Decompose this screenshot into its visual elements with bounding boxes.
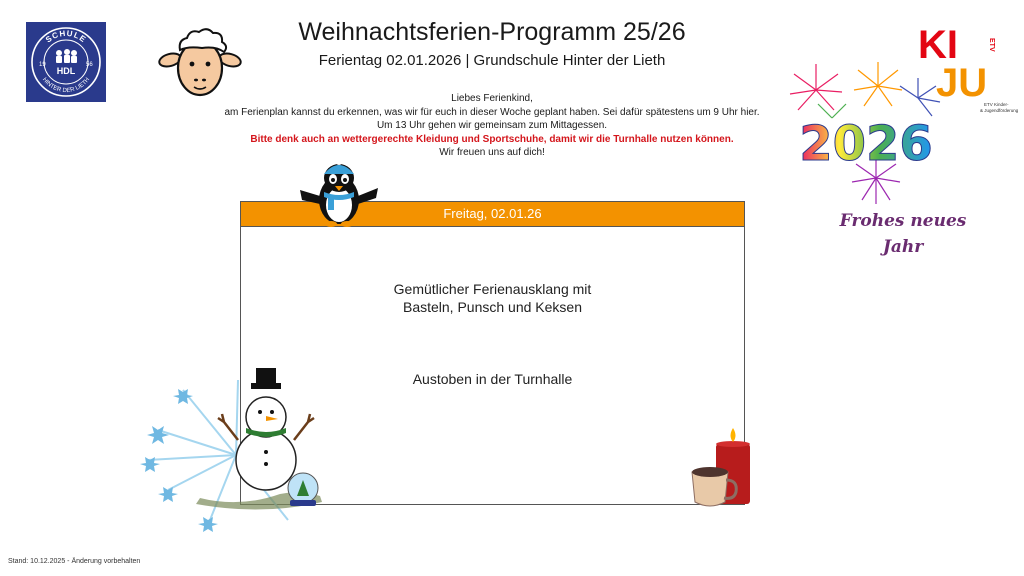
school-logo xyxy=(26,22,106,102)
school-ring-bottom-text: HINTER DER LIETH xyxy=(40,76,92,95)
page-title: Weihnachtsferien-Programm 25/26 xyxy=(298,18,686,46)
school-year-right: 56 xyxy=(86,62,93,68)
year-2026-text: 2026 xyxy=(799,116,933,172)
new-year-greeting xyxy=(838,208,968,260)
intro-text xyxy=(180,92,804,160)
activity-1-line-1: Gemütlicher Ferienausklang mit xyxy=(393,281,592,297)
kiju-caption-1: ETV Kinder- xyxy=(984,102,1009,107)
greeting-line-1: Frohes neues xyxy=(839,211,967,231)
kiju-logo-etv: ETV xyxy=(988,38,995,52)
intro-line-2: Um 13 Uhr gehen wir gemeinsam zum Mittagessen. xyxy=(376,120,608,131)
activity-2: Austoben in der Turnhalle xyxy=(412,371,573,387)
activity-1 xyxy=(241,280,744,316)
schedule-day-header: Freitag, 02.01.26 xyxy=(241,202,744,227)
intro-closing: Wir freuen uns auf dich! xyxy=(439,147,545,158)
school-emblem xyxy=(26,22,106,102)
intro-line-1: am Ferienplan kannst du erkennen, was wir für euch in dieser Woche geplant haben. Sei dafür spätestens um 9 Uhr hier. xyxy=(224,106,760,118)
school-center-text: HDL xyxy=(56,66,76,76)
children-icon xyxy=(56,49,77,63)
kiju-logo-ki: KI xyxy=(918,23,958,67)
fireworks-2026-icon xyxy=(786,60,946,210)
candle-cup-icon xyxy=(686,426,756,512)
school-year-left: 19 xyxy=(39,62,46,68)
snowman-scene-icon xyxy=(138,370,348,530)
page-subtitle: Ferientag 02.01.2026 | Grundschule Hinter der Lieth xyxy=(318,52,666,69)
activity-1-line-2: Basteln, Punsch und Keksen xyxy=(402,299,582,315)
school-ring-top-text: SCHULE xyxy=(44,28,88,45)
greeting-line-2: Jahr xyxy=(882,237,924,257)
penguin-icon xyxy=(298,160,380,230)
footer-note: Stand: 10.12.2025 - Änderung vorbehalten xyxy=(8,558,141,565)
kiju-caption-2: & Jugendförderung xyxy=(980,108,1019,113)
kiju-logo-ju: JU xyxy=(936,61,988,105)
intro-warning: Bitte denk auch an wettergerechte Kleidung und Sportschuhe, damit wir die Turnhalle nutzen können. xyxy=(250,133,734,145)
intro-greeting: Liebes Ferienkind, xyxy=(451,93,533,104)
